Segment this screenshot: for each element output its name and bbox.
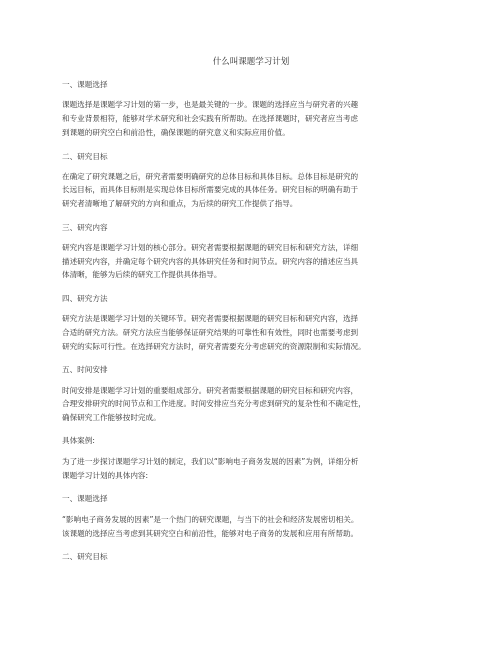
case-heading-topic-selection: 一、课题选择 [62, 494, 108, 503]
paragraph-line: 合理安排研究的时间节点和工作进度。时间安排应当充分考虑到研究的复杂性和不确定性， [62, 399, 366, 408]
paragraph-line: 研究的实际可行性。在选择研究方法时，研究者需要充分考虑研究的资源限制和实际情况。 [62, 342, 366, 351]
paragraph-line: 课题选择是课题学习计划的第一步，也是最关键的一步。课题的选择应当与研究者的兴趣 [62, 100, 359, 109]
paragraph-line: 时间安排是课题学习计划的重要组成部分。研究者需要根据课题的研究目标和研究内容， [62, 386, 359, 395]
paragraph-line: 研究者清晰地了解研究的方向和重点，为后续的研究工作提供了指导。 [62, 199, 298, 208]
document-title: 什么叫课题学习计划 [212, 57, 290, 67]
paragraph-line: 确保研究工作能够按时完成。 [62, 413, 161, 422]
section-heading-schedule: 五、时间安排 [62, 365, 108, 374]
paragraph-line: “影响电子商务发展的因素”是一个热门的研究课题，与当下的社会和经济发展密切相关。 [62, 515, 359, 524]
paragraph-line: 研究方法是课题学习计划的关键环节。研究者需要根据课题的研究目标和研究内容，选择 [62, 314, 359, 323]
section-heading-research-methods: 四、研究方法 [62, 294, 108, 303]
case-heading-research-goals: 二、研究目标 [62, 552, 108, 561]
paragraph-line: 长远目标，而具体目标则是实现总体目标所需要完成的具体任务。研究目标的明确有助于 [62, 185, 359, 194]
paragraph-line: 合适的研究方法。研究方法应当能够保证研究结果的可靠性和有效性，同时也需要考虑到 [62, 328, 359, 337]
paragraph-line: 在确定了研究课题之后，研究者需要明确研究的总体目标和具体目标。总体目标是研究的 [62, 172, 359, 181]
section-heading-research-content: 三、研究内容 [62, 223, 108, 232]
paragraph-line: 到课题的研究空白和前沿性，确保课题的研究意义和实际应用价值。 [62, 128, 290, 137]
paragraph-line: 为了进一步探讨课题学习计划的制定，我们以“影响电子商务发展的因素”为例，详细分析 [62, 457, 359, 466]
paragraph-line: 体清晰，能够为后续的研究工作提供具体指导。 [62, 270, 222, 279]
paragraph-line: 和专业背景相符，能够对学术研究和社会实践有所帮助。在选择课题时，研究者应当考虑 [62, 114, 359, 123]
section-heading-research-goals: 二、研究目标 [62, 152, 108, 161]
paragraph-line: 研究内容是课题学习计划的核心部分。研究者需要根据课题的研究目标和研究方法，详细 [62, 243, 359, 252]
section-heading-topic-selection: 一、课题选择 [62, 80, 108, 89]
case-study-heading: 具体案例: [62, 436, 95, 445]
paragraph-line: 该课题的选择应当考虑到其研究空白和前沿性，能够对电子商务的发展和应用有所帮助。 [62, 529, 359, 538]
paragraph-line: 课题学习计划的具体内容: [62, 471, 149, 480]
paragraph-line: 描述研究内容，并确定每个研究内容的具体研究任务和时间节点。研究内容的描述应当具 [62, 257, 359, 266]
